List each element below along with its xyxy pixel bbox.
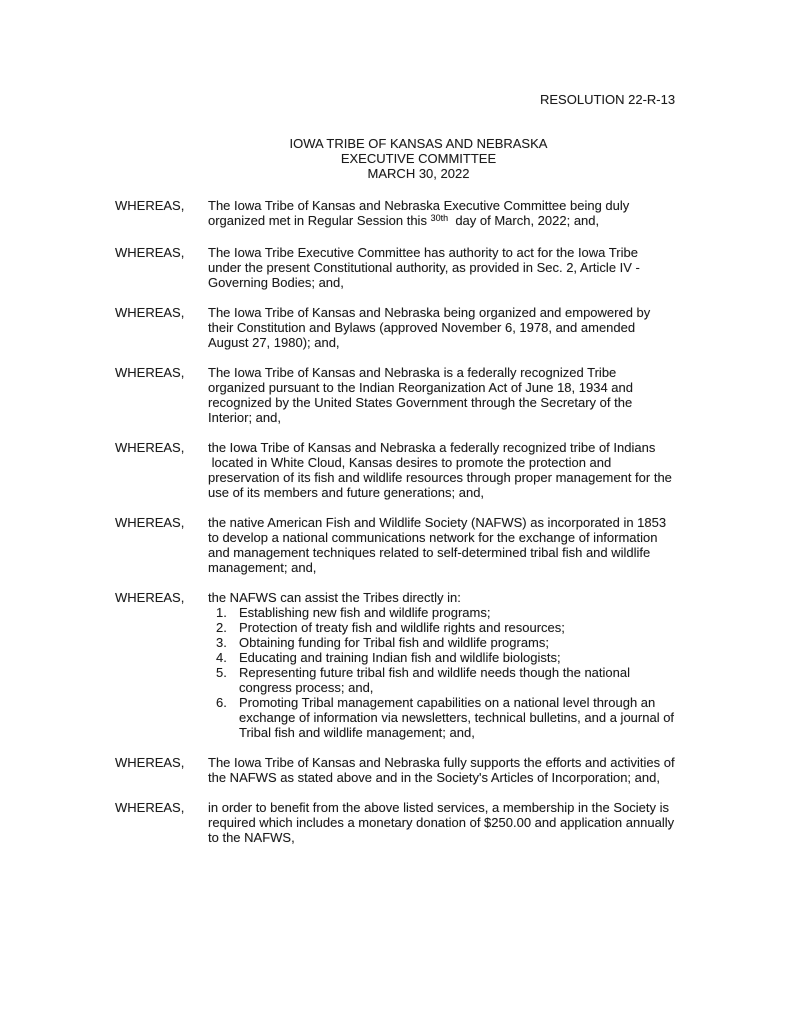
list-item	[208, 605, 720, 620]
clause-body	[208, 305, 720, 350]
clause-line: the native American Fish and Wildlife Society (NAFWS) as incorporated in 1853	[208, 515, 667, 530]
whereas-clause	[115, 515, 720, 575]
whereas-clause	[115, 245, 720, 290]
clause-line: and management techniques related to self-determined tribal fish and wildlife	[208, 545, 651, 560]
document-title-line-1: IOWA TRIBE OF KANSAS AND NEBRASKA	[289, 136, 548, 151]
clause-body	[208, 515, 720, 575]
clause-line: August 27, 1980); and,	[208, 335, 340, 350]
clause-line: located in White Cloud, Kansas desires to promote the protection and	[208, 455, 612, 470]
whereas-label: WHEREAS,	[115, 440, 185, 455]
clause-line: to the NAFWS,	[208, 830, 295, 845]
list-item	[208, 620, 720, 635]
clause-body	[208, 590, 720, 740]
clause-line: the Iowa Tribe of Kansas and Nebraska a federally recognized tribe of Indians	[208, 440, 656, 455]
whereas-label: WHEREAS,	[115, 590, 185, 605]
list-item-line: Tribal fish and wildlife management; and,	[239, 725, 475, 740]
list-item-number: 2.	[216, 620, 227, 635]
list-item-text	[239, 635, 549, 650]
clause-line: to develop a national communications network for the exchange of information	[208, 530, 658, 545]
clause-line: organized pursuant to the Indian Reorganization Act of June 18, 1934 and	[208, 380, 633, 395]
whereas-clause	[115, 590, 720, 740]
clause-line: under the present Constitutional authority, as provided in Sec. 2, Article IV -	[208, 260, 640, 275]
clause-line: The Iowa Tribe Executive Committee has authority to act for the Iowa Tribe	[208, 245, 638, 260]
whereas-label: WHEREAS,	[115, 245, 185, 260]
list-item-number: 1.	[216, 605, 227, 620]
clause-line: The Iowa Tribe of Kansas and Nebraska being organized and empowered by	[208, 305, 651, 320]
clause-line: Governing Bodies; and,	[208, 275, 344, 290]
list-item-text	[239, 605, 490, 620]
clause-line: The Iowa Tribe of Kansas and Nebraska fully supports the efforts and activities of	[208, 755, 675, 770]
list-item-line: Establishing new fish and wildlife programs;	[239, 605, 491, 620]
list-item-number: 4.	[216, 650, 227, 665]
list-item-number: 3.	[216, 635, 227, 650]
clause-body	[208, 440, 720, 500]
whereas-label: WHEREAS,	[115, 755, 185, 770]
whereas-clause	[115, 800, 720, 845]
list-item	[208, 695, 720, 740]
clause-line: management; and,	[208, 560, 317, 575]
list-item-line: congress process; and,	[239, 680, 374, 695]
whereas-label: WHEREAS,	[115, 800, 185, 815]
superscript-ordinal: 30th	[430, 213, 449, 223]
clause-body	[208, 800, 720, 845]
list-item-line: Promoting Tribal management capabilities on a national level through an	[239, 695, 656, 710]
clause-line: required which includes a monetary donation of $250.00 and application annually	[208, 815, 675, 830]
list-item-line: Protection of treaty fish and wildlife rights and resources;	[239, 620, 565, 635]
clause-line: The Iowa Tribe of Kansas and Nebraska Executive Committee being duly	[208, 198, 630, 213]
document-title	[46, 136, 791, 181]
list-item	[208, 635, 720, 650]
whereas-clauses	[115, 198, 720, 860]
list-item-line: exchange of information via newsletters, technical bulletins, and a journal of	[239, 710, 675, 725]
document-title-line-2: EXECUTIVE COMMITTEE	[340, 151, 497, 166]
clause-line: preservation of its fish and wildlife resources through proper management for the	[208, 470, 672, 485]
clause-line: organized met in Regular Session this $^{30th}$ day of March, 2022; and,	[208, 213, 600, 228]
clause-line: their Constitution and Bylaws (approved November 6, 1978, and amended	[208, 320, 636, 335]
list-item-text	[239, 620, 565, 635]
whereas-label: WHEREAS,	[115, 515, 185, 530]
whereas-clause	[115, 755, 720, 785]
list-item-line: Obtaining funding for Tribal fish and wildlife programs;	[239, 635, 549, 650]
clause-body	[208, 755, 720, 785]
resolution-number: RESOLUTION 22-R-13	[540, 92, 676, 107]
document-title-line-3: MARCH 30, 2022	[367, 166, 470, 181]
list-item-number: 5.	[216, 665, 227, 680]
whereas-clause	[115, 305, 720, 350]
whereas-label: WHEREAS,	[115, 305, 185, 320]
clause-body	[208, 198, 720, 230]
list-item-line: Educating and training Indian fish and wildlife biologists;	[239, 650, 561, 665]
clause-line: the NAFWS can assist the Tribes directly in:	[208, 590, 461, 605]
clause-body	[208, 245, 720, 290]
clause-line: use of its members and future generations; and,	[208, 485, 485, 500]
whereas-clause	[115, 198, 720, 230]
clause-body	[208, 365, 720, 425]
list-item-text	[239, 650, 561, 665]
clause-line: Interior; and,	[208, 410, 281, 425]
whereas-clause	[115, 365, 720, 425]
list-item-line: Representing future tribal fish and wildlife needs though the national	[239, 665, 630, 680]
whereas-label: WHEREAS,	[115, 365, 185, 380]
whereas-clause	[115, 440, 720, 500]
clause-line: recognized by the United States Government through the Secretary of the	[208, 395, 633, 410]
list-item-text	[239, 695, 674, 740]
clause-line: the NAFWS as stated above and in the Society's Articles of Incorporation; and,	[208, 770, 660, 785]
clause-line: in order to benefit from the above listed services, a membership in the Society is	[208, 800, 669, 815]
list-item	[208, 665, 720, 695]
list-item-text	[239, 665, 630, 695]
list-item	[208, 650, 720, 665]
list-item-number: 6.	[216, 695, 227, 710]
whereas-label: WHEREAS,	[115, 198, 185, 213]
clause-line: The Iowa Tribe of Kansas and Nebraska is a federally recognized Tribe	[208, 365, 617, 380]
